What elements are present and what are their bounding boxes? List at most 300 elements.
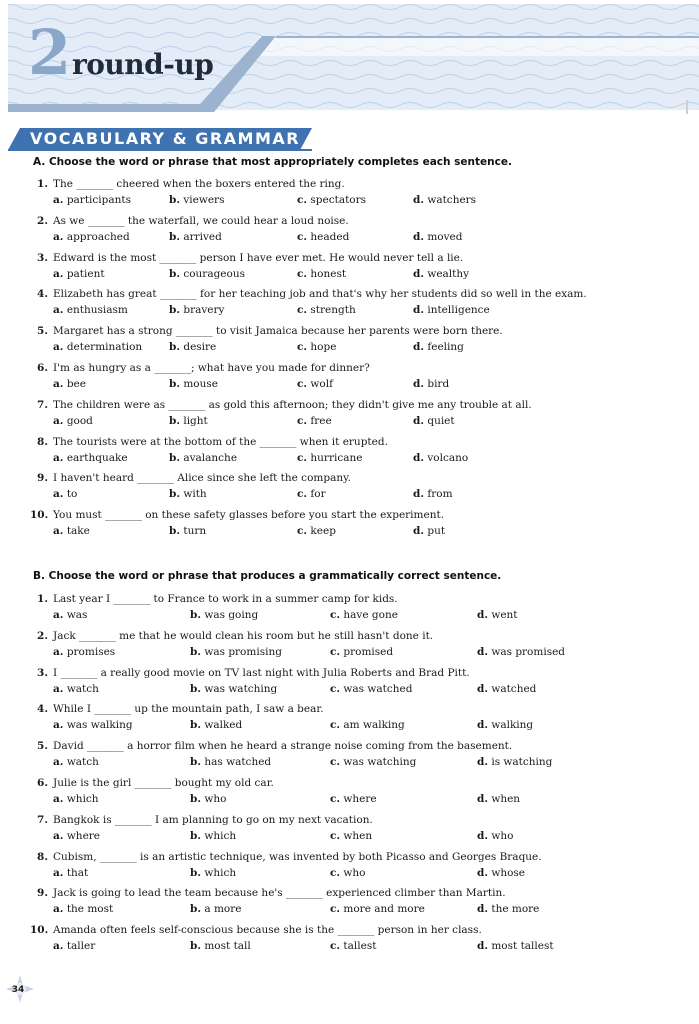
option-text: honest — [310, 267, 347, 280]
option-text: hope — [310, 341, 337, 354]
option-letter: b. — [190, 940, 201, 953]
question-item — [0, 288, 699, 324]
answer-option — [413, 268, 469, 281]
question-stem: While I _______ up the mountain path, I saw a bear. — [53, 703, 324, 716]
question-number: 7. — [37, 398, 48, 411]
option-letter: b. — [190, 682, 201, 695]
question-stem: Amanda often feels self-conscious because she is the _______ person in her class. — [53, 924, 482, 937]
answer-option — [477, 646, 565, 659]
option-text: the most — [66, 903, 114, 916]
option-text: participants — [66, 194, 131, 206]
option-letter: b. — [169, 341, 180, 354]
option-letter: d. — [413, 378, 424, 390]
option-letter: b. — [169, 378, 180, 390]
answer-option — [53, 903, 113, 916]
answer-option — [297, 525, 336, 538]
option-letter: d. — [477, 940, 488, 953]
question-number: 1. — [37, 178, 48, 190]
option-text: intelligence — [427, 304, 490, 317]
answer-option — [169, 525, 206, 538]
answer-option — [330, 830, 372, 843]
answer-option — [53, 341, 142, 354]
question-item — [0, 887, 699, 923]
answer-option — [297, 378, 333, 391]
question-item — [0, 178, 699, 214]
answer-option — [297, 488, 326, 501]
option-letter: b. — [190, 719, 201, 732]
option-text: approached — [66, 230, 130, 243]
option-text: avalanche — [183, 451, 238, 464]
option-text: bird — [427, 378, 450, 390]
question-number: 4. — [37, 703, 48, 716]
question-item — [0, 325, 699, 361]
answer-option — [330, 940, 376, 953]
answer-option — [169, 231, 222, 244]
question-stem: Margaret has a strong _______ to visit Jamaica because her parents were born there. — [53, 325, 503, 338]
option-text: which — [66, 793, 99, 805]
answer-option — [477, 609, 518, 622]
answer-option — [413, 194, 476, 207]
question-stem: Edward is the most _______ person I have ever met. He would never tell a lie. — [53, 251, 464, 264]
option-text: watchers — [427, 194, 477, 206]
question-number: 8. — [37, 435, 48, 448]
question-number: 9. — [37, 472, 48, 485]
question-number: 1. — [37, 593, 48, 605]
question-number: 3. — [37, 666, 48, 679]
option-text: from — [427, 488, 453, 501]
option-text: good — [66, 414, 93, 427]
option-letter: d. — [477, 866, 488, 879]
question-stem: Cubism, _______ is an artistic technique, was invented by both Picasso and Georges Braque. — [53, 850, 542, 863]
answer-option — [169, 304, 224, 317]
question-item — [0, 362, 699, 398]
option-text: who — [204, 793, 227, 805]
question-item — [0, 924, 699, 960]
option-letter: d. — [413, 267, 424, 280]
option-text: to — [66, 488, 78, 501]
answer-option — [53, 940, 95, 953]
option-text: who — [343, 866, 366, 879]
option-text: with — [183, 488, 207, 501]
option-letter: d. — [477, 719, 488, 732]
answer-option — [330, 609, 398, 622]
answer-option — [53, 719, 133, 732]
option-text: most tall — [204, 940, 251, 953]
option-text: earthquake — [66, 451, 128, 464]
option-letter: c. — [330, 719, 341, 732]
option-text: when — [343, 829, 373, 842]
question-number: 2. — [37, 629, 48, 642]
question-stem: I'm as hungry as a _______; what have you made for dinner? — [53, 362, 370, 374]
option-text: am walking — [343, 719, 405, 732]
question-item — [0, 436, 699, 472]
option-letter: d. — [477, 793, 488, 805]
answer-option — [330, 719, 405, 732]
option-letter: d. — [413, 194, 424, 206]
option-letter: d. — [477, 609, 488, 621]
option-letter: b. — [169, 304, 180, 317]
answer-option — [190, 719, 242, 732]
question-stem: The children were as _______ as gold this afternoon; they didn't give me any trouble at all. — [53, 398, 532, 411]
option-text: walked — [204, 719, 243, 732]
option-text: spectators — [310, 194, 367, 206]
option-text: put — [427, 525, 446, 538]
answer-option — [53, 415, 93, 428]
option-letter: a. — [53, 267, 64, 280]
option-letter: b. — [169, 230, 180, 243]
question-item — [0, 509, 699, 545]
page-number: 34 — [11, 985, 25, 995]
option-text: bravery — [183, 304, 225, 317]
section-underline — [8, 149, 312, 151]
answer-option — [297, 304, 356, 317]
option-text: have gone — [343, 609, 398, 621]
answer-option — [413, 341, 464, 354]
answer-option — [169, 194, 224, 207]
question-stem: The tourists were at the bottom of the _______ when it erupted. — [53, 435, 388, 448]
question-item — [0, 777, 699, 813]
option-text: watched — [491, 682, 537, 695]
question-number: 8. — [37, 850, 48, 863]
answer-option — [297, 268, 346, 281]
question-stem: David _______ a horror film when he heard a strange noise coming from the basement. — [53, 740, 513, 753]
answer-option — [330, 646, 393, 659]
option-letter: a. — [53, 609, 64, 621]
option-letter: a. — [53, 645, 64, 658]
answer-option — [190, 793, 226, 806]
answer-option — [477, 867, 525, 880]
option-letter: c. — [330, 609, 341, 621]
part-a-instruction: A. Choose the word or phrase that most appropriately completes each sentence. — [33, 156, 512, 168]
option-letter: c. — [297, 488, 308, 501]
answer-option — [190, 903, 241, 916]
option-text: wolf — [310, 378, 333, 390]
answer-option — [53, 830, 100, 843]
question-number: 6. — [37, 777, 48, 789]
answer-option — [169, 488, 207, 501]
option-letter: a. — [53, 304, 64, 317]
option-letter: a. — [53, 682, 64, 695]
option-text: for — [310, 488, 326, 501]
option-letter: d. — [413, 341, 424, 354]
answer-option — [297, 452, 362, 465]
question-number: 9. — [37, 887, 48, 900]
option-text: where — [343, 793, 377, 805]
option-text: was watching — [204, 682, 278, 695]
option-letter: d. — [413, 525, 424, 538]
option-letter: c. — [330, 866, 341, 879]
question-stem: I haven't heard _______ Alice since she left the company. — [53, 472, 351, 485]
option-text: promised — [343, 645, 394, 658]
option-text: which — [204, 829, 237, 842]
question-stem: Jack _______ me that he would clean his room but he still hasn't done it. — [53, 629, 434, 642]
option-text: was walking — [66, 719, 133, 732]
option-letter: a. — [53, 451, 64, 464]
option-letter: a. — [53, 866, 64, 879]
answer-option — [53, 525, 90, 538]
answer-option — [330, 683, 412, 696]
option-text: mouse — [183, 378, 218, 390]
answer-option — [190, 756, 271, 769]
option-text: wealthy — [427, 267, 470, 280]
option-letter: b. — [190, 756, 201, 769]
answer-option — [169, 452, 237, 465]
answer-option — [53, 268, 105, 281]
option-letter: d. — [477, 682, 488, 695]
question-number: 2. — [37, 214, 48, 227]
answer-option — [330, 756, 416, 769]
option-letter: a. — [53, 525, 64, 538]
answer-option — [190, 830, 236, 843]
answer-option — [330, 867, 365, 880]
answer-option — [53, 378, 86, 391]
page-title: round-up — [72, 48, 214, 81]
option-text: watch — [66, 682, 99, 695]
option-letter: d. — [413, 304, 424, 317]
answer-option — [169, 341, 216, 354]
option-letter: d. — [413, 451, 424, 464]
question-number: 6. — [37, 362, 48, 374]
answer-option — [53, 609, 87, 622]
answer-option — [477, 756, 552, 769]
question-stem: Jack is going to lead the team because he's _______ experienced climber than Martin. — [53, 887, 506, 900]
question-stem: You must _______ on these safety glasses before you start the experiment. — [53, 509, 445, 522]
answer-option — [297, 194, 366, 207]
option-letter: a. — [53, 414, 64, 427]
option-letter: c. — [330, 756, 341, 769]
option-letter: c. — [330, 829, 341, 842]
answer-option — [413, 488, 453, 501]
option-text: went — [491, 609, 518, 621]
answer-option — [330, 903, 425, 916]
option-text: was watching — [343, 756, 417, 769]
unit-number: 2 — [28, 16, 72, 89]
answer-option — [190, 609, 258, 622]
option-text: was promised — [491, 645, 566, 658]
option-letter: c. — [330, 903, 341, 916]
option-text: who — [491, 829, 514, 842]
option-text: moved — [427, 230, 463, 243]
question-item — [0, 593, 699, 629]
option-letter: a. — [53, 230, 64, 243]
answer-option — [53, 231, 130, 244]
option-text: volcano — [427, 451, 469, 464]
option-text: desire — [183, 341, 217, 354]
option-text: headed — [310, 230, 350, 243]
option-text: more and more — [343, 903, 425, 916]
option-text: walking — [491, 719, 534, 732]
option-text: viewers — [183, 194, 225, 206]
answer-option — [169, 378, 218, 391]
answer-option — [53, 867, 88, 880]
answer-option — [53, 304, 128, 317]
section-title: VOCABULARY & GRAMMAR — [30, 129, 301, 148]
option-text: has watched — [204, 756, 272, 769]
option-text: courageous — [183, 267, 245, 280]
answer-option — [190, 646, 282, 659]
option-letter: b. — [169, 525, 180, 538]
option-text: arrived — [183, 230, 222, 243]
answer-option — [297, 415, 332, 428]
answer-option — [477, 903, 539, 916]
option-text: strength — [310, 304, 356, 317]
option-text: when — [491, 793, 521, 805]
option-letter: a. — [53, 756, 64, 769]
question-number: 7. — [37, 813, 48, 826]
answer-option — [53, 683, 99, 696]
question-item — [0, 703, 699, 739]
option-letter: b. — [169, 488, 180, 501]
option-letter: d. — [477, 645, 488, 658]
option-letter: a. — [53, 378, 64, 390]
option-text: take — [66, 525, 90, 538]
option-letter: c. — [297, 414, 308, 427]
option-letter: c. — [297, 378, 308, 390]
option-text: most tallest — [491, 940, 554, 953]
option-text: feeling — [427, 341, 464, 354]
answer-option — [169, 415, 208, 428]
question-item — [0, 472, 699, 508]
option-letter: c. — [297, 194, 308, 206]
option-letter: a. — [53, 488, 64, 501]
option-text: free — [310, 414, 332, 427]
option-letter: a. — [53, 341, 64, 354]
question-item — [0, 740, 699, 776]
answer-option — [477, 940, 554, 953]
option-text: was watched — [343, 682, 413, 695]
answer-option — [53, 194, 131, 207]
option-letter: c. — [297, 304, 308, 317]
option-letter: b. — [190, 793, 201, 805]
question-number: 5. — [37, 740, 48, 753]
answer-option — [413, 231, 463, 244]
question-item — [0, 252, 699, 288]
answer-option — [53, 793, 99, 806]
question-stem: I _______ a really good movie on TV last night with Julia Roberts and Brad Pitt. — [53, 666, 470, 679]
question-item — [0, 215, 699, 251]
option-letter: c. — [330, 682, 341, 695]
option-letter: d. — [477, 756, 488, 769]
option-letter: b. — [190, 645, 201, 658]
option-text: that — [66, 866, 89, 879]
answer-option — [413, 378, 449, 391]
question-number: 4. — [37, 288, 48, 301]
question-item — [0, 630, 699, 666]
answer-option — [413, 304, 490, 317]
option-letter: b. — [169, 194, 180, 206]
option-text: the more — [491, 903, 540, 916]
option-text: tallest — [343, 940, 377, 953]
option-letter: a. — [53, 903, 64, 916]
option-text: was — [66, 609, 88, 621]
answer-option — [190, 867, 236, 880]
option-letter: d. — [477, 829, 488, 842]
option-letter: d. — [413, 488, 424, 501]
option-letter: c. — [297, 341, 308, 354]
answer-option — [297, 341, 336, 354]
question-item — [0, 851, 699, 887]
option-text: which — [204, 866, 237, 879]
option-letter: a. — [53, 719, 64, 732]
option-text: taller — [66, 940, 96, 953]
question-stem: The _______ cheered when the boxers entered the ring. — [53, 178, 345, 190]
option-letter: a. — [53, 793, 64, 805]
option-text: enthusiasm — [66, 304, 128, 317]
answer-option — [413, 415, 455, 428]
question-number: 5. — [37, 325, 48, 338]
answer-option — [53, 756, 99, 769]
option-letter: c. — [330, 940, 341, 953]
option-letter: c. — [297, 267, 308, 280]
answer-option — [53, 452, 128, 465]
option-letter: c. — [297, 230, 308, 243]
option-text: was going — [204, 609, 259, 621]
option-text: watch — [66, 756, 99, 769]
question-stem: Last year I _______ to France to work in a summer camp for kids. — [53, 593, 398, 605]
answer-option — [477, 830, 513, 843]
question-stem: Julie is the girl _______ bought my old car. — [53, 777, 274, 789]
option-text: bee — [66, 378, 86, 390]
option-letter: d. — [413, 230, 424, 243]
option-text: promises — [66, 645, 116, 658]
option-letter: b. — [169, 267, 180, 280]
option-text: light — [183, 414, 208, 427]
answer-option — [53, 646, 115, 659]
answer-option — [169, 268, 245, 281]
option-letter: b. — [190, 866, 201, 879]
answer-option — [477, 719, 533, 732]
option-text: where — [66, 829, 101, 842]
answer-option — [477, 683, 536, 696]
answer-option — [413, 452, 468, 465]
option-letter: a. — [53, 940, 64, 953]
answer-option — [413, 525, 445, 538]
option-letter: c. — [297, 451, 308, 464]
question-item — [0, 814, 699, 850]
question-item — [0, 667, 699, 703]
option-text: quiet — [427, 414, 455, 427]
option-letter: b. — [190, 829, 201, 842]
question-number: 3. — [37, 251, 48, 264]
option-text: hurricane — [310, 451, 363, 464]
option-letter: a. — [53, 194, 64, 206]
option-letter: b. — [169, 414, 180, 427]
option-letter: a. — [53, 829, 64, 842]
option-letter: d. — [477, 903, 488, 916]
question-number: 10. — [30, 924, 49, 937]
option-letter: c. — [297, 525, 308, 538]
question-stem: As we _______ the waterfall, we could hear a loud noise. — [53, 214, 349, 227]
answer-option — [190, 940, 251, 953]
question-number: 10. — [30, 509, 49, 522]
option-letter: c. — [330, 793, 341, 805]
option-letter: b. — [190, 609, 201, 621]
part-b-instruction: B. Choose the word or phrase that produces a grammatically correct sentence. — [33, 570, 502, 582]
question-item — [0, 399, 699, 435]
question-stem: Elizabeth has great _______ for her teaching job and that's why her students did so well in the exam. — [53, 288, 587, 301]
option-letter: b. — [169, 451, 180, 464]
option-text: a more — [204, 903, 242, 916]
option-letter: b. — [190, 903, 201, 916]
answer-option — [297, 231, 349, 244]
answer-option — [330, 793, 377, 806]
option-letter: c. — [330, 645, 341, 658]
option-text: whose — [491, 866, 526, 879]
option-text: keep — [310, 525, 336, 538]
option-text: patient — [66, 267, 105, 280]
option-text: determination — [66, 341, 143, 354]
answer-option — [477, 793, 520, 806]
